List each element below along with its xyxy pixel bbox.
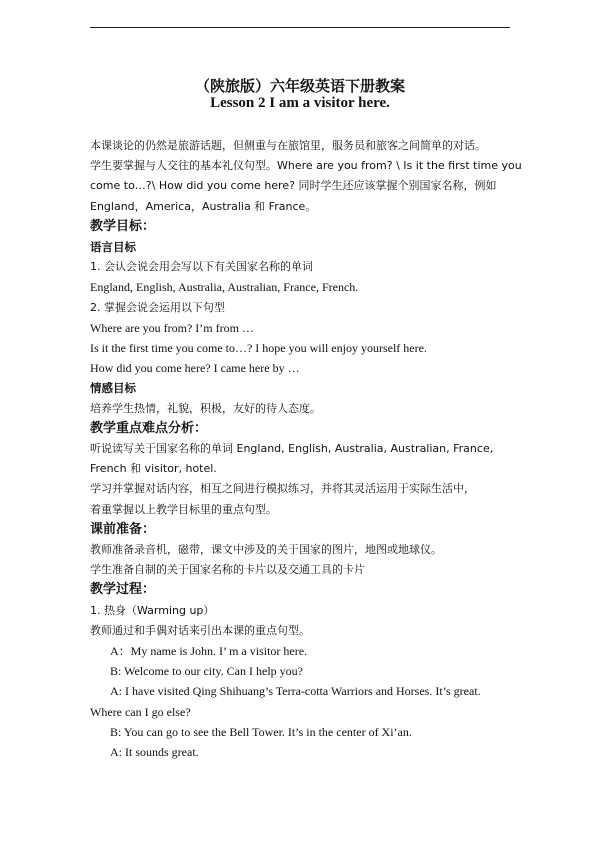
key-point-line: 着重掌握以上教学目标里的重点句型。 xyxy=(90,502,277,516)
dialog-line: B: Welcome to our city. Can I help you? xyxy=(110,664,303,679)
process-step-description: 教师通过和手偶对话来引出本课的重点句型。 xyxy=(90,623,310,637)
dialog-line: A: I have visited Qing Shihuang’s Terra-cotta Warriors and Horses. It’s great. xyxy=(110,684,481,699)
sentence-pattern: Is it the first time you come to…? I hope you will enjoy yourself here. xyxy=(90,341,427,356)
dialog-line: B: You can go to see the Bell Tower. It’s in the center of Xi’an. xyxy=(110,724,412,739)
goals-heading: 教学目标： xyxy=(90,218,156,234)
sentence-pattern: How did you come here? I came here by … xyxy=(90,361,300,376)
goal-words: England, English, Australia, Australian, France, French. xyxy=(90,280,359,295)
emotion-goals-heading: 情感目标 xyxy=(90,381,136,396)
process-step: 1. 热身（Warming up） xyxy=(90,603,215,617)
emotion-goal-text: 培养学生热情，礼貌，积极，友好的待人态度。 xyxy=(90,401,321,415)
dialog-line: A：My name is John. I’ m a visitor here. xyxy=(110,644,308,659)
goal-item: 1. 会认会说会用会写以下有关国家名称的单词 xyxy=(90,260,313,274)
key-points-heading: 教学重点难点分析： xyxy=(90,420,208,436)
preparation-line: 学生准备自制的关于国家名称的卡片以及交通工具的卡片 xyxy=(90,563,365,577)
intro-line: 本课谈论的仍然是旅游话题，但侧重与在旅馆里，服务员和旅客之间简单的对话。 xyxy=(90,139,486,152)
page-title-english: Lesson 2 I am a visitor here. xyxy=(210,95,390,111)
intro-line: 学生要掌握与人交往的基本礼仪句型。Where are you from? \ Is it the first time you xyxy=(90,159,522,173)
intro-line: England，America，Australia 和 France。 xyxy=(90,199,317,213)
sentence-pattern: Where are you from? I’m from … xyxy=(90,320,254,335)
dialog-line: Where can I go else? xyxy=(90,704,191,719)
key-point-line: 学习并掌握对话内容，相互之间进行模拟练习，并将其灵活运用于实际生活中， xyxy=(90,482,475,496)
page-title-chinese: （陕旅版）六年级英语下册教案 xyxy=(194,77,405,95)
key-point-line: 听说读写关于国家名称的单词 England, English, Australia, Australian, France, xyxy=(90,442,494,456)
top-rule xyxy=(90,27,510,28)
key-point-line: French 和 visitor, hotel. xyxy=(90,462,217,476)
goal-item: 2. 掌握会说会运用以下句型 xyxy=(90,300,225,314)
preparation-heading: 课前准备： xyxy=(90,521,156,537)
process-heading: 教学过程： xyxy=(90,582,156,598)
intro-line: come to…?\ How did you come here? 同时学生还应该掌握个别国家名称，例如 xyxy=(90,179,497,193)
language-goals-heading: 语言目标 xyxy=(90,240,136,255)
preparation-line: 教师准备录音机，磁带，课文中涉及的关于国家的图片，地图或地球仪。 xyxy=(90,543,442,557)
document-body xyxy=(90,136,520,762)
dialog-line: A: It sounds great. xyxy=(110,745,199,760)
